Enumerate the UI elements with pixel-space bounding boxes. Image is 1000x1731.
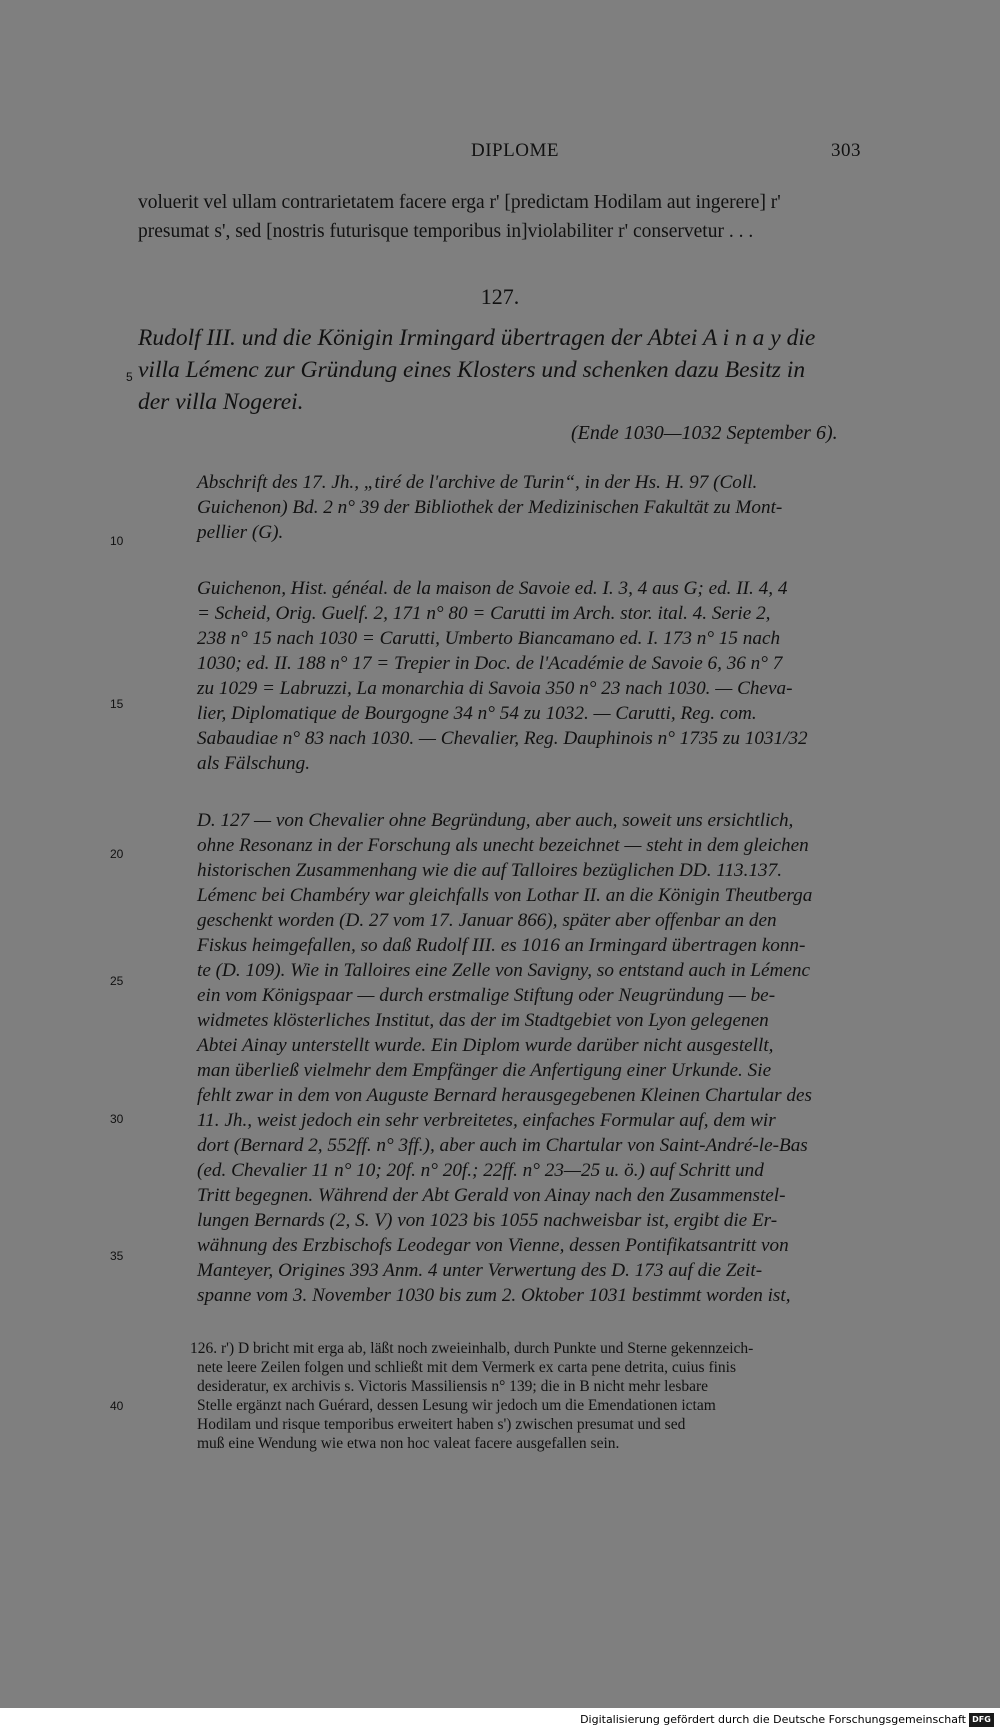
edition-line: 238 n° 15 nach 1030 = Carutti, Umberto Biancamano ed. I. 173 n° 15 nach xyxy=(197,628,781,649)
commentary-line: D. 127 — von Chevalier ohne Begründung, aber auch, soweit uns ersichtlich, xyxy=(197,810,794,831)
commentary-line: Abtei Ainay unterstellt wurde. Ein Diplom wurde darüber nicht ausgestellt, xyxy=(197,1035,774,1056)
footnote-line: 126. r') D bricht mit erga ab, läßt noch zweieinhalb, durch Punkte und Sterne gekennzeich- xyxy=(190,1340,754,1357)
line-number: 10 xyxy=(110,534,124,548)
line-number: 40 xyxy=(110,1399,124,1413)
commentary-line: Manteyer, Origines 393 Anm. 4 unter Verwertung des D. 173 auf die Zeit- xyxy=(197,1260,763,1281)
edition-line: = Scheid, Orig. Guelf. 2, 171 n° 80 = Carutti im Arch. stor. ital. 4. Serie 2, xyxy=(197,603,771,624)
text-line: presumat s', sed [nostris futurisque temporibus in]violabiliter r' conservetur . . . xyxy=(138,221,754,242)
commentary-line: Fiskus heimgefallen, so daß Rudolf III. es 1016 an Irmingard übertragen konn- xyxy=(197,935,806,956)
edition-line: als Fälschung. xyxy=(197,753,310,774)
commentary-line: geschenkt worden (D. 27 vom 17. Januar 866), später aber offenbar an den xyxy=(197,910,777,931)
text-line: voluerit vel ullam contrarietatem facere erga r' [predictam Hodilam aut ingerere] r' xyxy=(138,192,781,213)
line-number: 20 xyxy=(110,847,124,861)
footnote-line: muß eine Wendung wie etwa non hoc valeat facere ausgefallen sein. xyxy=(197,1435,620,1452)
line-number: 35 xyxy=(110,1249,124,1263)
edition-line: lier, Diplomatique de Bourgogne 34 n° 54 zu 1032. — Carutti, Reg. com. xyxy=(197,703,757,724)
commentary-line: historischen Zusammenhang wie die auf Talloires bezüglichen DD. 113.137. xyxy=(197,860,783,881)
footnote-line: desideratur, ex archivis s. Victoris Massiliensis n° 139; die in B nicht mehr lesbare xyxy=(197,1378,709,1395)
tradition-line: Abschrift des 17. Jh., „tiré de l'archive de Turin“, in der Hs. H. 97 (Coll. xyxy=(197,472,758,493)
commentary-line: widmetes klösterliches Institut, das der im Stadtgebiet von Lyon gelegenen xyxy=(197,1010,769,1031)
footnote-line: Stelle ergänzt nach Guérard, dessen Lesung wir jedoch um die Emendationen ictam xyxy=(197,1397,716,1414)
regest-line: villa Lémenc zur Gründung eines Klosters und schenken dazu Besitz in xyxy=(138,357,806,383)
tradition-line: Guichenon) Bd. 2 n° 39 der Bibliothek der Medizinischen Fakultät zu Mont- xyxy=(197,497,783,518)
line-number: 15 xyxy=(110,697,124,711)
line-number: 5 xyxy=(126,370,133,384)
commentary-line: Tritt begegnen. Während der Abt Gerald von Ainay nach den Zusammenstel- xyxy=(197,1185,786,1206)
commentary-line: spanne vom 3. November 1030 bis zum 2. Oktober 1031 bestimmt worden ist, xyxy=(197,1285,791,1306)
commentary-line: man überließ vielmehr dem Empfänger die Anfertigung einer Urkunde. Sie xyxy=(197,1060,772,1081)
page-number: 303 xyxy=(831,140,861,161)
tradition-line: pellier (G). xyxy=(197,522,284,543)
commentary-line: lungen Bernards (2, S. V) von 1023 bis 1055 nachweisbar ist, ergibt die Er- xyxy=(197,1210,778,1231)
edition-line: Sabaudiae n° 83 nach 1030. — Chevalier, Reg. Dauphinois n° 1735 zu 1031/32 xyxy=(197,728,808,749)
commentary-line: Lémenc bei Chambéry war gleichfalls von Lothar II. an die Königin Theutberga xyxy=(197,885,813,906)
dfg-logo-icon: DFG xyxy=(969,1713,994,1727)
commentary-line: dort (Bernard 2, 552ff. n° 3ff.), aber auch im Chartular von Saint-André-le-Bas xyxy=(197,1135,808,1156)
commentary-line: te (D. 109). Wie in Talloires eine Zelle von Savigny, so entstand auch in Lémenc xyxy=(197,960,811,981)
line-number: 30 xyxy=(110,1112,124,1126)
credit-bar xyxy=(0,1709,1000,1731)
footnote-line: nete leere Zeilen folgen und schließt mit dem Vermerk ex carta pene detrita, cuius finis xyxy=(197,1359,736,1376)
edition-line: 1030; ed. II. 188 n° 17 = Trepier in Doc. de l'Académie de Savoie 6, 36 n° 7 xyxy=(197,653,783,674)
date-line: (Ende 1030—1032 September 6). xyxy=(571,422,838,444)
running-head: DIPLOME xyxy=(471,140,559,161)
regest-line: der villa Nogerei. xyxy=(138,389,304,415)
regest-line: Rudolf III. und die Königin Irmingard übertragen der Abtei A i n a y die xyxy=(138,325,816,351)
edition-line: Guichenon, Hist. généal. de la maison de Savoie ed. I. 3, 4 aus G; ed. II. 4, 4 xyxy=(197,578,788,599)
line-number: 25 xyxy=(110,974,124,988)
commentary-line: fehlt zwar in dem von Auguste Bernard herausgegebenen Kleinen Chartular des xyxy=(197,1085,812,1106)
edition-line: zu 1029 = Labruzzi, La monarchia di Savoia 350 n° 23 nach 1030. — Cheva- xyxy=(197,678,793,699)
footnote-line: Hodilam und risque temporibus erweitert haben s') zwischen presumat und sed xyxy=(197,1416,686,1433)
commentary-line: ein vom Königspaar — durch erstmalige Stiftung oder Neugründung — be- xyxy=(197,985,776,1006)
commentary-line: ohne Resonanz in der Forschung als unecht bezeichnet — steht in dem gleichen xyxy=(197,835,809,856)
credit-text: Digitalisierung gefördert durch die Deutsche Forschungsgemeinschaft xyxy=(580,1713,966,1726)
commentary-line: wähnung des Erzbischofs Leodegar von Vienne, dessen Pontifikatsantritt von xyxy=(197,1235,789,1256)
commentary-line: (ed. Chevalier 11 n° 10; 20f. n° 20f.; 22ff. n° 23—25 u. ö.) auf Schritt und xyxy=(197,1160,764,1181)
commentary-line: 11. Jh., weist jedoch ein sehr verbreitetes, einfaches Formular auf, dem wir xyxy=(197,1110,776,1131)
document-number: 127. xyxy=(480,284,520,309)
